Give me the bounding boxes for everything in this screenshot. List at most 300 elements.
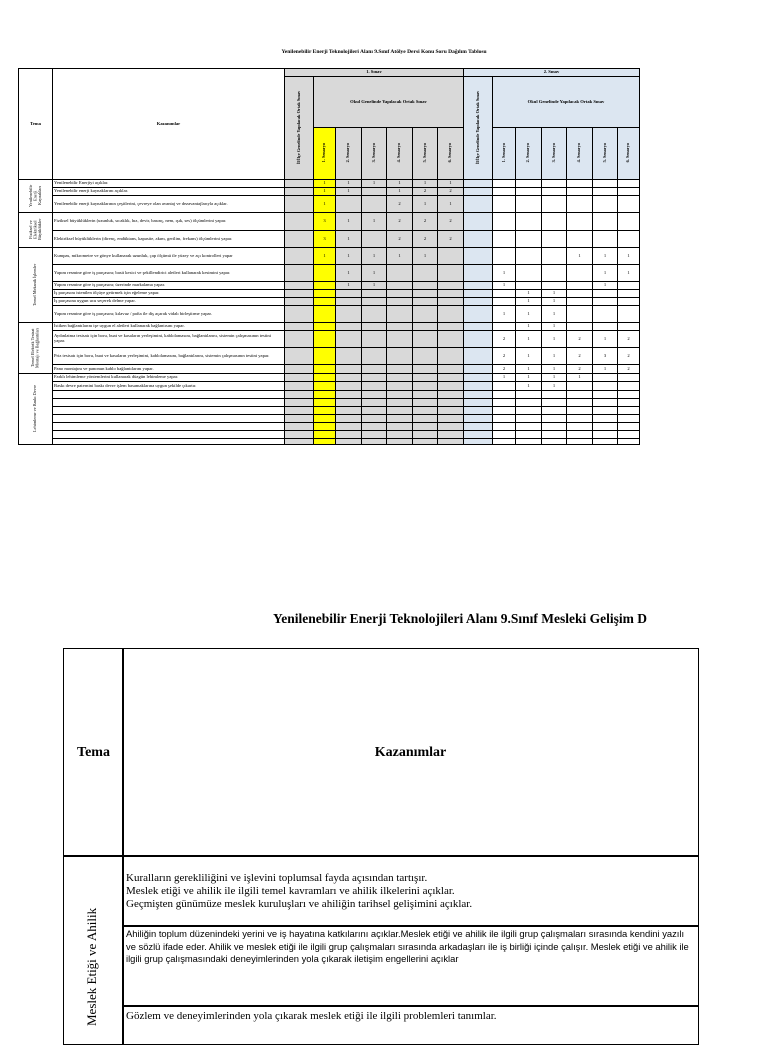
value-cell [362,290,387,298]
value-cell [438,265,464,282]
value-cell [438,439,464,445]
value-cell [438,290,464,298]
value-cell [464,180,493,188]
value-cell: 1 [542,382,567,391]
value-cell [285,365,314,374]
value-cell [362,391,387,399]
value-cell [464,213,493,231]
value-cell [285,265,314,282]
value-cell [464,374,493,382]
value-cell: 1 [336,231,362,248]
value-cell [438,306,464,323]
value-cell: 1 [567,248,593,265]
value-cell [464,331,493,348]
table-row [19,365,640,374]
value-cell: 1 [387,188,413,196]
kazanim-cell: Baskı devre paternini baskı devre işlem basamaklarına uygun şekilde çıkartır. [53,382,285,391]
value-cell [542,439,567,445]
value-cell [593,196,618,213]
kazanim-block-2 [122,925,699,1007]
value-cell [464,407,493,415]
value-cell [336,323,362,331]
value-cell [387,365,413,374]
value-cell [567,399,593,407]
value-cell: 2 [438,188,464,196]
value-cell [413,282,438,290]
value-cell: 2 [387,231,413,248]
value-cell: 3 [593,348,618,365]
value-cell: 1 [516,290,542,298]
value-cell [387,399,413,407]
value-cell [618,415,640,423]
value-cell [493,423,516,431]
kazanim-header: Kazanımlar [53,69,285,180]
value-cell: 1 [362,180,387,188]
value-cell [542,213,567,231]
table-row [19,415,640,423]
value-cell [516,213,542,231]
value-cell [593,306,618,323]
value-cell [314,439,336,445]
kazanim-cell: Yenilenebilir enerji kaynaklarını açıklar. [53,188,285,196]
value-cell [493,431,516,439]
value-cell [567,382,593,391]
kazanim-cell: Yapım resmine göre iş parçasını; üzerinde markalama yapar. [53,282,285,290]
value-cell [438,423,464,431]
value-cell: 2 [618,365,640,374]
value-cell: 1 [593,331,618,348]
value-cell: 1 [542,331,567,348]
value-cell [593,415,618,423]
value-cell [464,306,493,323]
sinav2-header: 2. Sınav [464,69,640,77]
value-cell [593,382,618,391]
value-cell: 1 [362,282,387,290]
value-cell [362,431,387,439]
value-cell [438,399,464,407]
value-cell: 1 [336,213,362,231]
sinav1-header: 1. Sınav [285,69,464,77]
value-cell: 1 [336,265,362,282]
table-row [19,423,640,431]
value-cell [464,282,493,290]
value-cell [413,399,438,407]
kazanim-line: Gözlem ve deneyimlerinden yola çıkarak meslek etiği ile ilgili problemleri tanımlar. [126,1010,497,1022]
value-cell [314,423,336,431]
value-cell [593,391,618,399]
value-cell: 1 [542,365,567,374]
value-cell [387,382,413,391]
kazanim-cell: Farklı lehimleme yöntemlerini kullanarak düzgün lehimleme yapar. [53,374,285,382]
tema-header: Tema [19,69,53,180]
value-cell [336,431,362,439]
value-cell: 2 [567,331,593,348]
value-cell [387,306,413,323]
senaryo-header: 3. Senaryo [542,128,567,180]
value-cell [413,423,438,431]
table2-title: Yenilenebilir Enerji Teknolojileri Alanı 9.Sınıf Mesleki Gelişim D [273,611,648,626]
value-cell [438,282,464,290]
value-cell [362,298,387,306]
value-cell: 2 [567,365,593,374]
value-cell [362,196,387,213]
kazanim-cell [53,431,285,439]
value-cell [542,391,567,399]
value-cell: 1 [314,188,336,196]
value-cell: 1 [362,248,387,265]
value-cell [314,374,336,382]
value-cell: 1 [618,265,640,282]
value-cell [618,196,640,213]
value-cell [593,439,618,445]
value-cell [618,306,640,323]
kazanim-cell: Yenilenebilir Enerjiyi açıklar. [53,180,285,188]
senaryo-header: 2. Senaryo [516,128,542,180]
value-cell [618,407,640,415]
value-cell [314,323,336,331]
value-cell [567,306,593,323]
value-cell [593,213,618,231]
value-cell: 1 [593,265,618,282]
kazanim-cell [53,399,285,407]
kazanim-line: Geçmişten günümüze meslek kuruluşları ve ahiliğin tarihsel gelişimini açıklar. [126,898,473,910]
table-row [19,374,640,382]
value-cell: 1 [438,196,464,213]
value-cell [362,439,387,445]
value-cell [593,423,618,431]
value-cell [493,188,516,196]
value-cell: 1 [493,374,516,382]
value-cell [413,391,438,399]
value-cell [542,196,567,213]
value-cell [336,374,362,382]
table-row [19,290,640,298]
table1-title: Yenilenebilir Enerji Teknolojileri Alanı 9.Sınıf Atölye Dersi Konu Soru Dağılım Tablosu [281,49,487,55]
table-row [19,382,640,391]
value-cell [516,180,542,188]
kazanim-cell: İş parçasını istenilen ölçüye getirmek için eğeleme yapar. [53,290,285,298]
value-cell: 1 [413,196,438,213]
ilce-header-2: İl/İlçe Genelinde Yapılacak Ortak Sınav [464,77,493,180]
value-cell: 1 [593,248,618,265]
value-cell [285,431,314,439]
value-cell [285,290,314,298]
value-cell [285,196,314,213]
senaryo-header: 6. Senaryo [438,128,464,180]
value-cell: 2 [618,331,640,348]
value-cell [314,382,336,391]
value-cell [362,415,387,423]
value-cell [362,348,387,365]
value-cell [336,196,362,213]
kazanim-line: Kuralların gerekliliğini ve işlevini toplumsal fayda açısından tartışır. [126,872,428,884]
value-cell [516,423,542,431]
distribution-table [18,68,640,445]
table-row [19,213,640,231]
value-cell [285,282,314,290]
table-row [19,282,640,290]
value-cell [314,399,336,407]
value-cell [567,196,593,213]
kazanim-cell: Pano montajını ve panonun kablo bağlantılarını yapar. [53,365,285,374]
value-cell [567,180,593,188]
kazanim-cell: Fiziksel büyüklüklerin (uzunluk, sıcaklık, hız, devir, basınç, nem, ışık, ses) ölçümlerini yapar. [53,213,285,231]
value-cell [285,306,314,323]
value-cell [593,323,618,331]
value-cell [567,431,593,439]
table-row [19,265,640,282]
value-cell: 1 [314,180,336,188]
value-cell [542,423,567,431]
senaryo-header: 1. Senaryo [314,128,336,180]
value-cell [567,323,593,331]
value-cell: 1 [593,365,618,374]
kazanim-cell [53,423,285,431]
value-cell [593,399,618,407]
value-cell [493,180,516,188]
value-cell [387,431,413,439]
value-cell [567,282,593,290]
value-cell [387,374,413,382]
value-cell [413,290,438,298]
value-cell [438,391,464,399]
value-cell [593,231,618,248]
kazanim-cell: İş parçasına uygun ucu seçerek delme yapar. [53,298,285,306]
value-cell: 1 [542,348,567,365]
value-cell [336,439,362,445]
value-cell: 1 [314,248,336,265]
value-cell: 1 [542,374,567,382]
value-cell [413,439,438,445]
value-cell [413,374,438,382]
kazanim-header-2: Kazanımlar [122,648,699,857]
value-cell [593,188,618,196]
value-cell: 2 [618,348,640,365]
value-cell [567,423,593,431]
senaryo-header: 5. Senaryo [413,128,438,180]
value-cell [314,415,336,423]
value-cell [362,323,387,331]
value-cell [516,248,542,265]
value-cell [618,213,640,231]
value-cell [464,323,493,331]
value-cell [542,180,567,188]
value-cell [542,265,567,282]
value-cell: 1 [362,265,387,282]
value-cell [387,415,413,423]
value-cell [285,348,314,365]
value-cell [314,431,336,439]
value-cell [336,399,362,407]
value-cell [464,265,493,282]
value-cell [413,348,438,365]
value-cell [493,391,516,399]
senaryo-header: 4. Senaryo [387,128,413,180]
value-cell [516,196,542,213]
tema-cell: Temel Mekanik İşlemler [19,248,53,323]
value-cell [516,439,542,445]
kazanim-cell [53,391,285,399]
table-row [19,248,640,265]
value-cell [593,298,618,306]
value-cell [593,180,618,188]
value-cell [567,439,593,445]
value-cell: 1 [493,265,516,282]
value-cell [464,431,493,439]
value-cell [593,374,618,382]
value-cell: 2 [567,348,593,365]
value-cell [516,407,542,415]
value-cell: 3 [314,213,336,231]
value-cell [593,407,618,415]
kazanim-cell [53,407,285,415]
value-cell: 1 [387,180,413,188]
value-cell [618,382,640,391]
value-cell [516,282,542,290]
value-cell [387,290,413,298]
kazanim-cell: Yenilenebilir enerji kaynaklarının çeşitlerini, çevreye olan avantaj ve dezavantajlarıyla açıklar. [53,196,285,213]
tema-cell: Temel Elektrik Tesisat Montajı ve Bağlantıları [19,323,53,374]
value-cell [618,374,640,382]
value-cell: 2 [493,331,516,348]
value-cell [618,188,640,196]
value-cell: 1 [567,374,593,382]
value-cell: 1 [516,323,542,331]
value-cell [413,306,438,323]
value-cell [516,188,542,196]
value-cell [362,374,387,382]
table-row [19,188,640,196]
value-cell [413,415,438,423]
value-cell [567,391,593,399]
value-cell [464,391,493,399]
value-cell [387,282,413,290]
value-cell [362,423,387,431]
value-cell: 2 [413,213,438,231]
tema-cell: Fiziksel ve Elektriksel Büyüklükler [19,213,53,248]
table-row [19,431,640,439]
value-cell [438,407,464,415]
table-row [19,196,640,213]
value-cell: 1 [542,306,567,323]
value-cell [285,415,314,423]
value-cell [285,399,314,407]
value-cell [285,188,314,196]
okul-header-2: Okul Genelinde Yapılacak Ortak Sınav [493,77,640,128]
table-row [19,298,640,306]
senaryo-header: 1. Senaryo [493,128,516,180]
value-cell [618,180,640,188]
value-cell: 2 [413,188,438,196]
value-cell [438,382,464,391]
table-row [19,391,640,399]
value-cell [413,331,438,348]
value-cell [387,323,413,331]
value-cell: 3 [314,231,336,248]
value-cell [516,231,542,248]
tema-cell: Lehimleme ve Baskı Devre [19,374,53,445]
value-cell: 1 [336,282,362,290]
value-cell [438,298,464,306]
value-cell [413,265,438,282]
value-cell [336,382,362,391]
value-cell [336,391,362,399]
value-cell: 1 [336,180,362,188]
value-cell: 2 [438,213,464,231]
value-cell [542,415,567,423]
value-cell [413,382,438,391]
value-cell [542,248,567,265]
value-cell [314,282,336,290]
value-cell: 2 [387,196,413,213]
value-cell [618,391,640,399]
value-cell [493,407,516,415]
value-cell [362,306,387,323]
kazanim-cell: İstiken bağlantılarını işe uygun el aletleri kullanarak bağlantısını yapar. [53,323,285,331]
senaryo-header: 5. Senaryo [593,128,618,180]
value-cell [387,348,413,365]
value-cell [336,298,362,306]
value-cell [618,298,640,306]
value-cell [285,374,314,382]
value-cell: 2 [413,231,438,248]
table-row [19,348,640,365]
value-cell [438,248,464,265]
value-cell [285,180,314,188]
value-cell [493,415,516,423]
value-cell [387,407,413,415]
value-cell [464,365,493,374]
value-cell [493,382,516,391]
value-cell [285,213,314,231]
value-cell: 1 [516,382,542,391]
value-cell: 1 [493,306,516,323]
value-cell [493,213,516,231]
value-cell [362,382,387,391]
value-cell [493,439,516,445]
value-cell [285,298,314,306]
value-cell [285,382,314,391]
tema-cell: Yenilenebilir Enerji Kaynakları [19,180,53,213]
value-cell [618,439,640,445]
value-cell [387,391,413,399]
table-row [19,231,640,248]
value-cell [542,188,567,196]
value-cell [336,331,362,348]
value-cell [464,188,493,196]
senaryo-header: 6. Senaryo [618,128,640,180]
kazanim-cell [53,415,285,423]
value-cell: 1 [516,365,542,374]
value-cell [362,407,387,415]
value-cell: 1 [593,282,618,290]
value-cell [493,290,516,298]
value-cell: 1 [618,248,640,265]
table-row [19,306,640,323]
value-cell [464,348,493,365]
value-cell: 1 [413,248,438,265]
value-cell [314,265,336,282]
senaryo-header: 3. Senaryo [362,128,387,180]
value-cell [362,231,387,248]
kazanim-cell [53,439,285,445]
value-cell [336,365,362,374]
value-cell [314,407,336,415]
value-cell [493,323,516,331]
value-cell [314,306,336,323]
value-cell: 1 [314,196,336,213]
value-cell [542,399,567,407]
